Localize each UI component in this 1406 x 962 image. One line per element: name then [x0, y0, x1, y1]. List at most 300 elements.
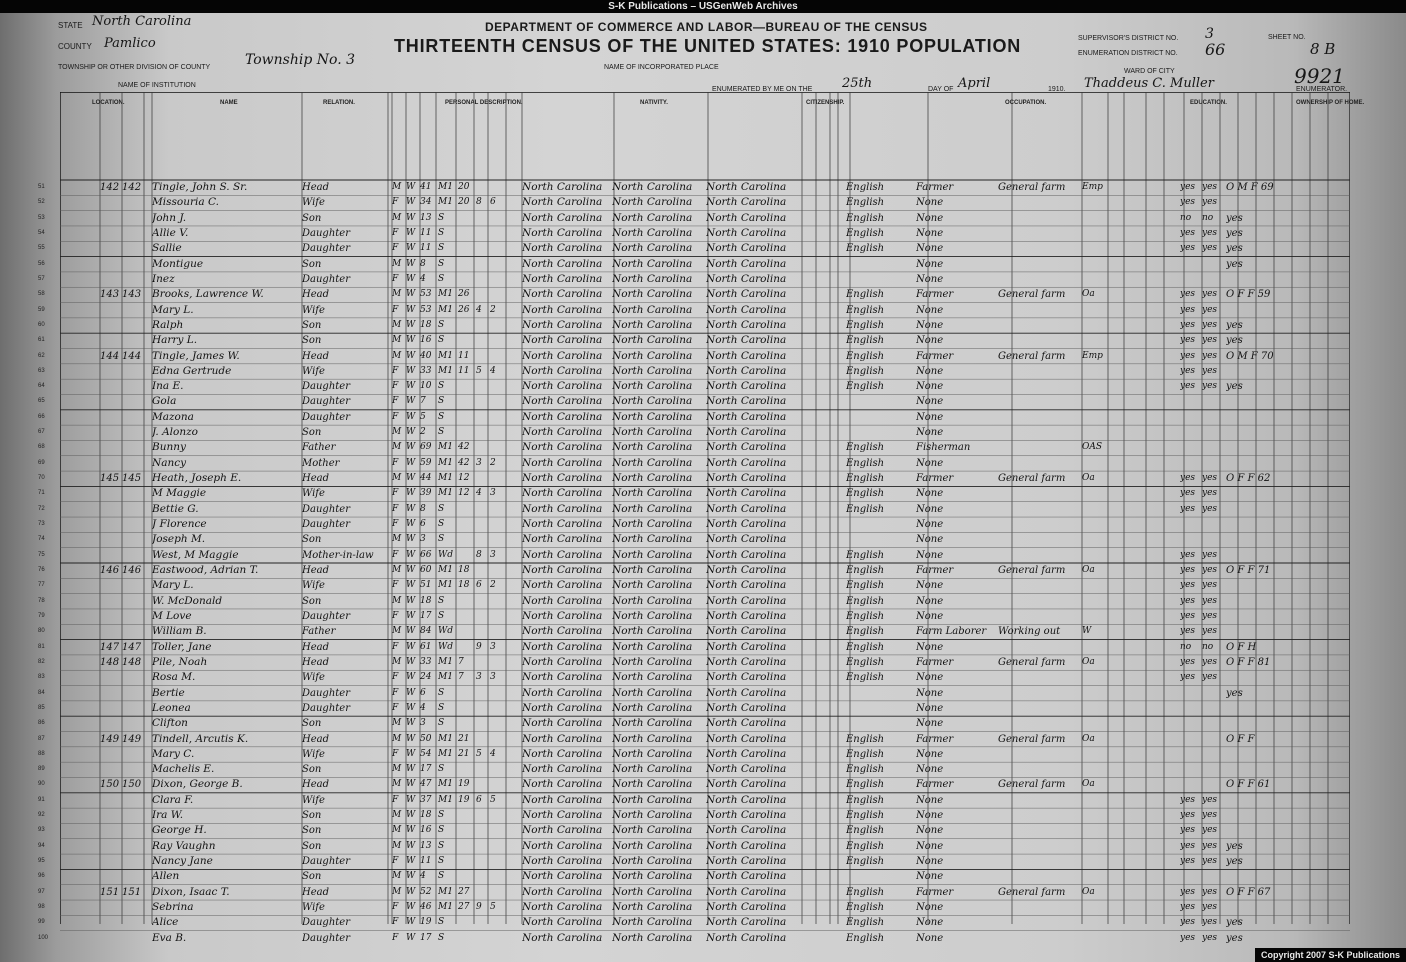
cell-trade: None: [916, 227, 944, 239]
cell-dwelling: 149: [100, 733, 120, 745]
cell-name: Ina E.: [152, 380, 184, 393]
cell-marital: S: [438, 932, 445, 943]
cell-place: North Carolina: [522, 824, 603, 837]
census-row: [0, 869, 1406, 884]
census-row: [0, 180, 1406, 195]
cell-name: Tingle, John S. Sr.: [152, 181, 248, 193]
cell-race: W: [406, 350, 416, 361]
cell-read: yes: [1180, 227, 1196, 238]
cell-marital: M1: [438, 794, 453, 805]
cell-language: English: [846, 932, 885, 944]
column-group-header: RELATION.: [323, 100, 355, 106]
cell-mother: North Carolina: [706, 686, 787, 699]
cell-born: 4: [476, 304, 482, 315]
cell-marital: S: [438, 534, 445, 545]
cell-dwelling: 147: [100, 641, 120, 653]
cell-mother: North Carolina: [706, 671, 787, 684]
cell-marital: M1: [438, 902, 453, 913]
cell-living: 5: [490, 794, 496, 805]
cell-father: North Carolina: [612, 778, 693, 791]
cell-father: North Carolina: [612, 870, 693, 883]
cell-father: North Carolina: [612, 211, 693, 224]
cell-sex: M: [392, 473, 402, 484]
cell-relation: Head: [302, 656, 330, 668]
cell-race: W: [406, 197, 416, 208]
cell-sex: M: [392, 656, 402, 667]
cell-read: yes: [1180, 565, 1196, 575]
cell-emp: Oa: [1082, 733, 1095, 744]
cell-read: yes: [1180, 810, 1196, 821]
cell-trade: None: [916, 764, 944, 776]
cell-name: Bertie: [152, 686, 185, 699]
cell-place: North Carolina: [522, 380, 603, 393]
cell-relation: Wife: [302, 902, 325, 914]
cell-trade: Farmer: [916, 656, 954, 668]
cell-age: 17: [420, 932, 432, 943]
cell-name: Joseph M.: [152, 533, 206, 546]
cell-race: W: [406, 702, 416, 713]
cell-trade: None: [916, 457, 944, 469]
cell-name: William B.: [152, 625, 207, 638]
cell-sex: F: [392, 932, 399, 943]
cell-name: M Love: [152, 609, 192, 622]
cell-name: Heath, Joseph E.: [152, 472, 242, 485]
cell-write: yes: [1202, 825, 1218, 836]
cell-name: Mary L.: [152, 579, 194, 592]
cell-years: 42: [458, 442, 470, 453]
cell-place: North Carolina: [522, 916, 603, 929]
state-label: STATE: [58, 21, 83, 30]
cell-home: yes: [1226, 258, 1243, 270]
cell-father: North Carolina: [612, 609, 693, 622]
line-number: 67: [38, 429, 45, 436]
cell-age: 18: [420, 595, 432, 606]
cell-father: North Carolina: [612, 564, 693, 576]
cell-language: English: [846, 503, 885, 515]
cell-language: English: [846, 595, 885, 607]
cell-name: Allie V.: [152, 226, 189, 239]
cell-read: yes: [1180, 549, 1196, 560]
census-row: [0, 318, 1406, 333]
department-heading: DEPARTMENT OF COMMERCE AND LABOR—BUREAU OF THE CENSUS: [485, 20, 928, 34]
cell-write: yes: [1202, 365, 1218, 376]
cell-name: Bunny: [152, 441, 186, 454]
cell-trade: None: [916, 396, 944, 408]
cell-race: W: [406, 810, 416, 821]
cell-marital: S: [438, 335, 445, 346]
cell-family: 146: [122, 565, 142, 576]
cell-years: 27: [458, 886, 470, 897]
cell-sex: F: [392, 580, 399, 591]
census-row: [0, 594, 1406, 609]
line-number: 81: [38, 643, 45, 650]
cell-trade: Farmer: [916, 733, 954, 745]
cell-read: no: [1180, 641, 1192, 652]
census-row: [0, 303, 1406, 318]
cell-relation: Son: [302, 258, 322, 270]
cell-age: 39: [420, 488, 432, 499]
cell-mother: North Carolina: [706, 380, 787, 393]
cell-place: North Carolina: [522, 870, 603, 883]
cell-name: Inez: [152, 272, 175, 285]
cell-place: North Carolina: [522, 226, 603, 239]
cell-age: 66: [420, 549, 432, 560]
cell-age: 53: [420, 304, 432, 315]
line-number: 99: [38, 919, 45, 926]
cell-place: North Carolina: [522, 885, 603, 898]
cell-place: North Carolina: [522, 625, 603, 638]
cell-relation: Mother-in-law: [302, 549, 374, 561]
cell-mother: North Carolina: [706, 226, 787, 239]
cell-mother: North Carolina: [706, 594, 787, 607]
cell-language: English: [846, 748, 885, 760]
cell-name: Rosa M.: [152, 671, 196, 684]
cell-sex: M: [392, 626, 402, 637]
cell-sex: M: [392, 565, 402, 575]
column-group-header: LOCATION.: [92, 100, 125, 106]
census-row: [0, 563, 1406, 578]
line-number: 98: [38, 904, 45, 911]
cell-write: yes: [1202, 810, 1218, 821]
census-row: [0, 915, 1406, 930]
line-number: 97: [38, 888, 45, 895]
cell-emp: Oa: [1082, 656, 1095, 667]
cell-dwelling: 146: [100, 565, 120, 576]
cell-father: North Carolina: [612, 793, 693, 806]
cell-relation: Mother: [302, 457, 340, 469]
cell-marital: S: [438, 595, 445, 606]
cell-race: W: [406, 917, 416, 928]
cell-race: W: [406, 365, 416, 376]
cell-write: yes: [1202, 610, 1218, 621]
cell-race: W: [406, 304, 416, 315]
cell-mother: North Carolina: [706, 181, 787, 193]
cell-language: English: [846, 641, 885, 653]
census-row: [0, 578, 1406, 593]
cell-marital: S: [438, 427, 445, 438]
cell-father: North Carolina: [612, 655, 693, 668]
cell-living: 3: [490, 672, 496, 683]
cell-family: 144: [122, 350, 142, 362]
line-number: 83: [38, 674, 45, 681]
cell-father: North Carolina: [612, 441, 693, 454]
cell-race: W: [406, 825, 416, 836]
cell-race: W: [406, 595, 416, 606]
cell-home: yes: [1226, 212, 1243, 224]
cell-place: North Carolina: [522, 839, 603, 852]
cell-relation: Son: [302, 871, 322, 883]
cell-place: North Carolina: [522, 640, 603, 653]
cell-family: 145: [122, 473, 142, 485]
cell-father: North Carolina: [612, 487, 693, 500]
cell-place: North Carolina: [522, 487, 603, 500]
census-row: [0, 195, 1406, 210]
county-value: Pamlico: [104, 36, 156, 51]
cell-age: 51: [420, 580, 432, 591]
census-row: [0, 716, 1406, 731]
cell-home: yes: [1226, 856, 1243, 868]
cell-language: English: [846, 227, 885, 239]
cell-race: W: [406, 565, 416, 575]
line-number: 60: [38, 321, 45, 328]
cell-write: no: [1202, 212, 1214, 223]
cell-race: W: [406, 396, 416, 407]
cell-language: English: [846, 580, 885, 592]
column-group-header: EDUCATION.: [1190, 100, 1227, 106]
cell-relation: Son: [302, 810, 322, 822]
cell-name: Pile, Noah: [152, 655, 208, 668]
cell-relation: Head: [302, 733, 330, 745]
cell-relation: Son: [302, 825, 322, 837]
line-number: 55: [38, 245, 45, 252]
cell-name: Montigue: [152, 257, 204, 270]
cell-relation: Daughter: [302, 702, 350, 714]
cell-write: yes: [1202, 488, 1218, 499]
cell-age: 18: [420, 810, 432, 821]
cell-relation: Wife: [302, 748, 325, 760]
cell-years: 26: [458, 289, 470, 300]
cell-father: North Carolina: [612, 579, 693, 592]
cell-sex: F: [392, 411, 399, 422]
cell-years: 42: [458, 457, 470, 468]
cell-father: North Carolina: [612, 303, 693, 316]
cell-sex: M: [392, 764, 402, 775]
line-number: 75: [38, 551, 45, 558]
cell-sex: F: [392, 304, 399, 315]
cell-home: O F F 81: [1226, 656, 1271, 668]
cell-home: O F F 71: [1226, 565, 1271, 576]
cell-place: North Carolina: [522, 303, 603, 316]
copyright-footer: Copyright 2007 S-K Publications: [1255, 948, 1406, 962]
cell-read: yes: [1180, 932, 1196, 943]
cell-sex: M: [392, 335, 402, 346]
census-row: [0, 839, 1406, 854]
township-label: TOWNSHIP OR OTHER DIVISION OF COUNTY: [58, 64, 211, 71]
cell-marital: S: [438, 687, 445, 698]
cell-years: 12: [458, 473, 470, 484]
line-number: 69: [38, 459, 45, 466]
cell-trade: None: [916, 534, 944, 546]
cell-race: W: [406, 473, 416, 484]
cell-emp: OAS: [1082, 442, 1103, 453]
cell-sex: M: [392, 733, 402, 744]
cell-age: 4: [420, 273, 426, 284]
cell-father: North Carolina: [612, 625, 693, 638]
cell-mother: North Carolina: [706, 272, 787, 285]
cell-marital: S: [438, 702, 445, 713]
cell-trade: None: [916, 503, 944, 515]
cell-read: yes: [1180, 917, 1196, 928]
cell-name: Toller, Jane: [152, 640, 212, 653]
line-number: 89: [38, 766, 45, 773]
cell-trade: None: [916, 840, 944, 852]
cell-language: English: [846, 457, 885, 469]
cell-relation: Son: [302, 319, 322, 331]
cell-name: Nancy Jane: [152, 855, 213, 868]
census-row: [0, 701, 1406, 716]
cell-trade: None: [916, 856, 944, 868]
line-number: 58: [38, 291, 45, 298]
cell-place: North Carolina: [522, 655, 603, 668]
cell-read: yes: [1180, 672, 1196, 683]
cell-father: North Carolina: [612, 395, 693, 408]
cell-race: W: [406, 840, 416, 851]
cell-race: W: [406, 656, 416, 667]
cell-language: English: [846, 473, 885, 485]
cell-race: W: [406, 733, 416, 744]
cell-mother: North Carolina: [706, 732, 787, 745]
cell-mother: North Carolina: [706, 717, 787, 730]
cell-dwelling: 143: [100, 289, 120, 301]
cell-marital: S: [438, 381, 445, 392]
cell-relation: Wife: [302, 580, 325, 592]
cell-place: North Carolina: [522, 809, 603, 822]
cell-write: yes: [1202, 794, 1218, 805]
cell-born: 6: [476, 794, 482, 805]
cell-read: yes: [1180, 656, 1196, 667]
cell-place: North Carolina: [522, 931, 603, 944]
cell-name: Tingle, James W.: [152, 349, 240, 362]
census-row: [0, 456, 1406, 471]
cell-place: North Carolina: [522, 686, 603, 699]
cell-name: Machelis E.: [152, 763, 215, 776]
cell-race: W: [406, 687, 416, 698]
cell-race: W: [406, 258, 416, 269]
cell-trade: None: [916, 702, 944, 714]
cell-name: Mazona: [152, 410, 194, 423]
column-group-header: OWNERSHIP OF HOME.: [1296, 100, 1365, 106]
cell-mother: North Carolina: [706, 533, 787, 546]
cell-place: North Carolina: [522, 717, 603, 730]
line-number: 66: [38, 413, 45, 420]
cell-living: 2: [490, 304, 496, 315]
cell-place: North Carolina: [522, 778, 603, 791]
cell-mother: North Carolina: [706, 793, 787, 806]
cell-mother: North Carolina: [706, 548, 787, 561]
cell-home: O M F 70: [1226, 350, 1274, 362]
census-row: [0, 502, 1406, 517]
cell-marital: S: [438, 871, 445, 882]
cell-age: 40: [420, 350, 432, 361]
cell-relation: Son: [302, 595, 322, 607]
cell-write: yes: [1202, 304, 1218, 315]
cell-sex: M: [392, 289, 402, 300]
cell-language: English: [846, 243, 885, 255]
cell-father: North Carolina: [612, 548, 693, 561]
column-group-header: PERSONAL DESCRIPTION.: [445, 100, 523, 106]
cell-marital: M1: [438, 197, 453, 208]
cell-read: yes: [1180, 243, 1196, 254]
cell-read: yes: [1180, 595, 1196, 606]
cell-mother: North Carolina: [706, 824, 787, 837]
cell-read: no: [1180, 212, 1192, 223]
cell-relation: Son: [302, 764, 322, 776]
cell-language: English: [846, 610, 885, 622]
cell-language: English: [846, 549, 885, 561]
cell-place: North Carolina: [522, 548, 603, 561]
cell-sex: F: [392, 641, 399, 652]
cell-write: yes: [1202, 243, 1218, 254]
cell-read: yes: [1180, 381, 1196, 392]
cell-write: yes: [1202, 503, 1218, 514]
cell-marital: Wd: [438, 549, 454, 560]
line-number: 82: [38, 658, 45, 665]
cell-age: 44: [420, 473, 432, 484]
cell-marital: M1: [438, 289, 453, 300]
cell-write: yes: [1202, 840, 1218, 851]
line-number: 65: [38, 398, 45, 405]
cell-age: 46: [420, 902, 432, 913]
cell-born: 6: [476, 580, 482, 591]
cell-race: W: [406, 610, 416, 621]
cell-trade: None: [916, 580, 944, 592]
line-number: 80: [38, 628, 45, 635]
cell-race: W: [406, 794, 416, 805]
cell-father: North Carolina: [612, 717, 693, 730]
cell-write: yes: [1202, 932, 1218, 943]
cell-language: English: [846, 825, 885, 837]
cell-language: English: [846, 733, 885, 745]
cell-write: yes: [1202, 886, 1218, 897]
census-title: THIRTEENTH CENSUS OF THE UNITED STATES: 1910 POPULATION: [394, 36, 1022, 56]
supervisor-label: SUPERVISOR'S DISTRICT NO.: [1078, 35, 1179, 42]
cell-age: 59: [420, 457, 432, 468]
cell-write: yes: [1202, 381, 1218, 392]
cell-write: no: [1202, 641, 1214, 652]
census-row: [0, 410, 1406, 425]
cell-place: North Carolina: [522, 456, 603, 469]
enumerated-day: 25th: [842, 76, 873, 91]
cell-race: W: [406, 580, 416, 591]
cell-father: North Carolina: [612, 855, 693, 868]
cell-trade: None: [916, 488, 944, 500]
cell-age: 8: [420, 258, 426, 269]
cell-trade: None: [916, 335, 944, 347]
cell-home: yes: [1226, 917, 1243, 929]
cell-trade: None: [916, 672, 944, 684]
line-number: 87: [38, 735, 45, 742]
cell-mother: North Carolina: [706, 410, 787, 423]
cell-race: W: [406, 243, 416, 254]
cell-age: 6: [420, 519, 426, 530]
cell-family: 148: [122, 656, 142, 668]
cell-sex: M: [392, 442, 402, 453]
cell-father: North Carolina: [612, 916, 693, 929]
cell-name: Clifton: [152, 717, 188, 730]
cell-relation: Head: [302, 641, 330, 653]
cell-write: yes: [1202, 197, 1218, 208]
cell-sex: M: [392, 212, 402, 223]
cell-home: yes: [1226, 687, 1243, 699]
cell-born: 3: [476, 672, 482, 683]
enumerated-label: ENUMERATED BY ME ON THE: [712, 86, 813, 93]
cell-sex: F: [392, 672, 399, 683]
day-of-label: DAY OF: [928, 86, 954, 93]
cell-write: yes: [1202, 580, 1218, 591]
census-row: [0, 226, 1406, 241]
cell-father: North Carolina: [612, 732, 693, 745]
cell-race: W: [406, 748, 416, 759]
cell-industry: General farm: [998, 565, 1066, 576]
cell-sex: F: [392, 396, 399, 407]
cell-relation: Daughter: [302, 932, 350, 944]
cell-name: Bettie G.: [152, 502, 199, 515]
cell-marital: M1: [438, 656, 453, 667]
cell-place: North Carolina: [522, 426, 603, 439]
cell-name: Nancy: [152, 456, 187, 469]
cell-home: yes: [1226, 381, 1243, 393]
cell-place: North Carolina: [522, 288, 603, 301]
